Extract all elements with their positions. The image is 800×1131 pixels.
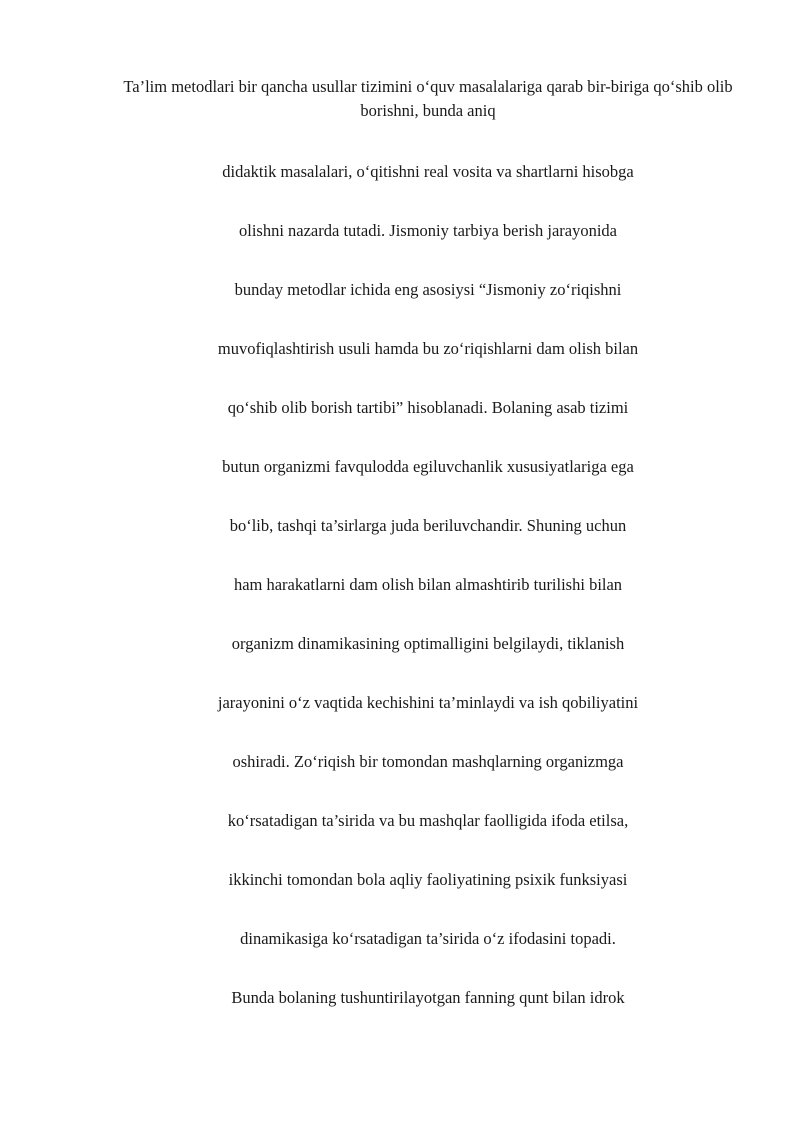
text-line: didaktik masalalari, o‘qitishni real vosita va shartlarni hisobga (222, 162, 634, 181)
text-line: dinamikasiga ko‘rsatadigan ta’sirida o‘z ifodasini topadi. (240, 929, 616, 948)
text-line: Bunda bolaning tushuntirilayotgan fanning qunt bilan idrok (231, 988, 625, 1007)
text-line: ham harakatlarni dam olish bilan almashtirib turilishi bilan (233, 575, 623, 594)
text-line: qo‘shib olib borish tartibi” hisoblanadi. Bolaning asab tizimi (227, 398, 629, 417)
text-line: oshiradi. Zo‘riqish bir tomondan mashqlarning organizmga (232, 752, 624, 771)
text-line: ko‘rsatadigan ta’sirida va bu mashqlar faolligida ifoda etilsa, (227, 811, 629, 830)
text-line: bo‘lib, tashqi ta’sirlarga juda beriluvchandir. Shuning uchun (229, 516, 627, 535)
text-line: ikkinchi tomondan bola aqliy faoliyatining psixik funksiyasi (228, 870, 628, 889)
first-paragraph: Ta’lim metodlari bir qancha usullar tizimini o‘quv masalalariga qarab bir-biriga qo‘shib olib borishni, bunda aniq (123, 77, 733, 120)
text-line: olishni nazarda tutadi. Jismoniy tarbiya berish jarayonida (238, 221, 618, 240)
text-line: bunday metodlar ichida eng asosiysi “Jismoniy zo‘riqishni (234, 280, 622, 299)
text-line: jarayonini o‘z vaqtida kechishini ta’minlaydi va ish qobiliyatini (217, 693, 639, 712)
text-line: butun organizmi favqulodda egiluvchanlik xususiyatlariga ega (222, 457, 634, 476)
text-line: muvofiqlashtirish usuli hamda bu zo‘riqishlarni dam olish bilan (217, 339, 639, 358)
text-line: organizm dinamikasining optimalligini belgilaydi, tiklanish (231, 634, 625, 653)
